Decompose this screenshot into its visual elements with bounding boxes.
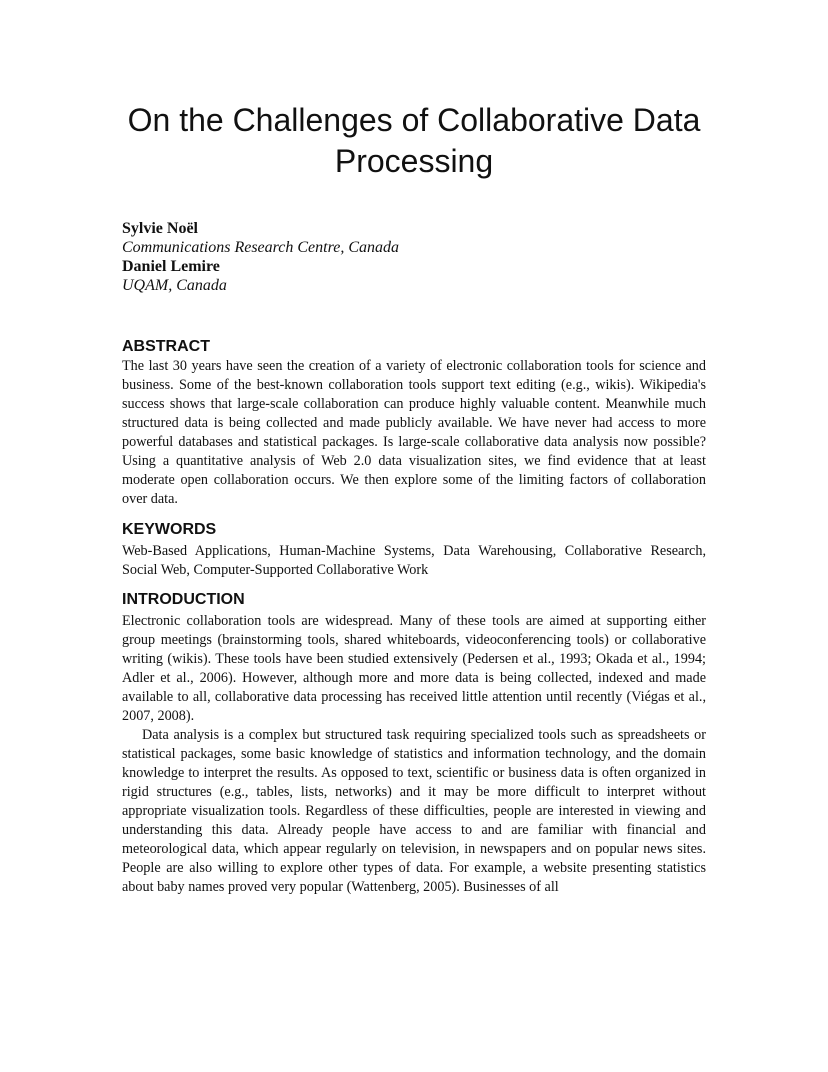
introduction-heading: INTRODUCTION <box>122 591 245 608</box>
author-affiliation: Communications Research Centre, Canada <box>122 239 400 256</box>
author-name: Sylvie Noël <box>122 220 198 237</box>
keywords-heading: KEYWORDS <box>122 521 217 538</box>
author-name: Daniel Lemire <box>122 258 220 275</box>
paper-content <box>122 100 706 897</box>
abstract-text: The last 30 years have seen the creation of a variety of electronic collaboration tools for science and business. Some of the best-known collaboration tools support text editing (e.g., wikis). Wikipedia's success shows that large-scale collaboration can produce highly valuable content. Meanwhile much structured data is being collected and made publicly available. We have never had access to more powerful databases and statistical packages. Is large-scale collaborative data analysis now possible? Using a quantitative analysis of Web 2.0 data visualization sites, we find evidence that at least moderate open collaboration occurs. We then explore some of the limiting factors of collaboration over data. <box>122 358 706 507</box>
paper-title: On the Challenges of Collaborative Data Processing <box>127 102 701 179</box>
author-block <box>122 219 706 295</box>
author-affiliation: UQAM, Canada <box>122 277 227 294</box>
keywords-text: Web-Based Applications, Human-Machine Systems, Data Warehousing, Collaborative Research, Social Web, Computer-Supported Collaborative Work <box>122 543 706 578</box>
introduction-paragraph: Data analysis is a complex but structured task requiring specialized tools such as spreadsheets or statistical packages, some basic knowledge of statistics and information technology, and the domain knowledge to interpret the results. As opposed to text, scientific or business data is often organized in rigid structures (e.g., tables, lists, networks) and it may be more difficult to interpret without appropriate visualization tools. Regardless of these difficulties, people are interested in viewing and understanding this data. Already people have access to and are familiar with financial and meteorological data, which appear regularly on television, in newspapers and on popular news sites. People are also willing to explore other types of data. For example, a website presenting statistics about baby names proved very popular (Wattenberg, 2005). Businesses of all <box>122 727 706 895</box>
introduction-paragraph: Electronic collaboration tools are widespread. Many of these tools are aimed at supporting either group meetings (brainstorming tools, shared whiteboards, videoconferencing tools) or collaborative writing (wikis). These tools have been studied extensively (Pedersen et al., 1993; Okada et al., 1994; Adler et al., 2006). However, although more and more data is being collected, indexed and made available to all, collaborative data processing has received little attention until recently (Viégas et al., 2007, 2008). <box>122 613 706 724</box>
abstract-heading: ABSTRACT <box>122 338 210 355</box>
